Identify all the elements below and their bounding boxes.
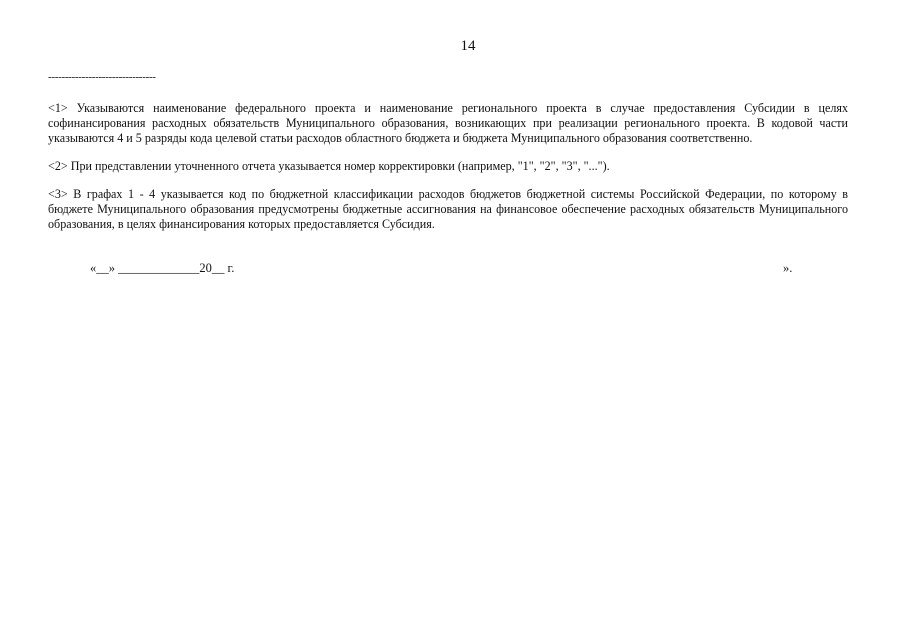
footnote-3: <3> В графах 1 - 4 указывается код по бюджетной классификации расходов бюджетов бюджетной системы Российской Федерации, по которому в бюджете Муниципального образования предусмотрены бюджетные ассигнования на финансовое обеспечение расходных обязательств Муниципального образования, в целях финансирования которых предоставляется Субсидия. xyxy=(48,187,848,231)
date-line: «__» _____________20__ г. xyxy=(90,261,235,275)
footnotes xyxy=(48,101,848,242)
page-number: 14 xyxy=(460,38,476,54)
footnote-separator: -------------------------------- xyxy=(48,71,156,83)
footnote-1: <1> Указываются наименование федерального проекта и наименование регионального проекта в случае предоставления Субсидии в целях софинансирования расходных обязательств Муниципального образования, возникающих при реализации регионального проекта. В кодовой части указываются 4 и 5 разряды кода целевой статьи расходов областного бюджета и бюджета Муниципального образования соответственно. xyxy=(48,101,848,145)
footnote-2: <2> При представлении уточненного отчета указывается номер корректировки (например, "1", "2", "3", "..."). xyxy=(48,159,610,173)
closing-quote: ». xyxy=(783,261,793,275)
